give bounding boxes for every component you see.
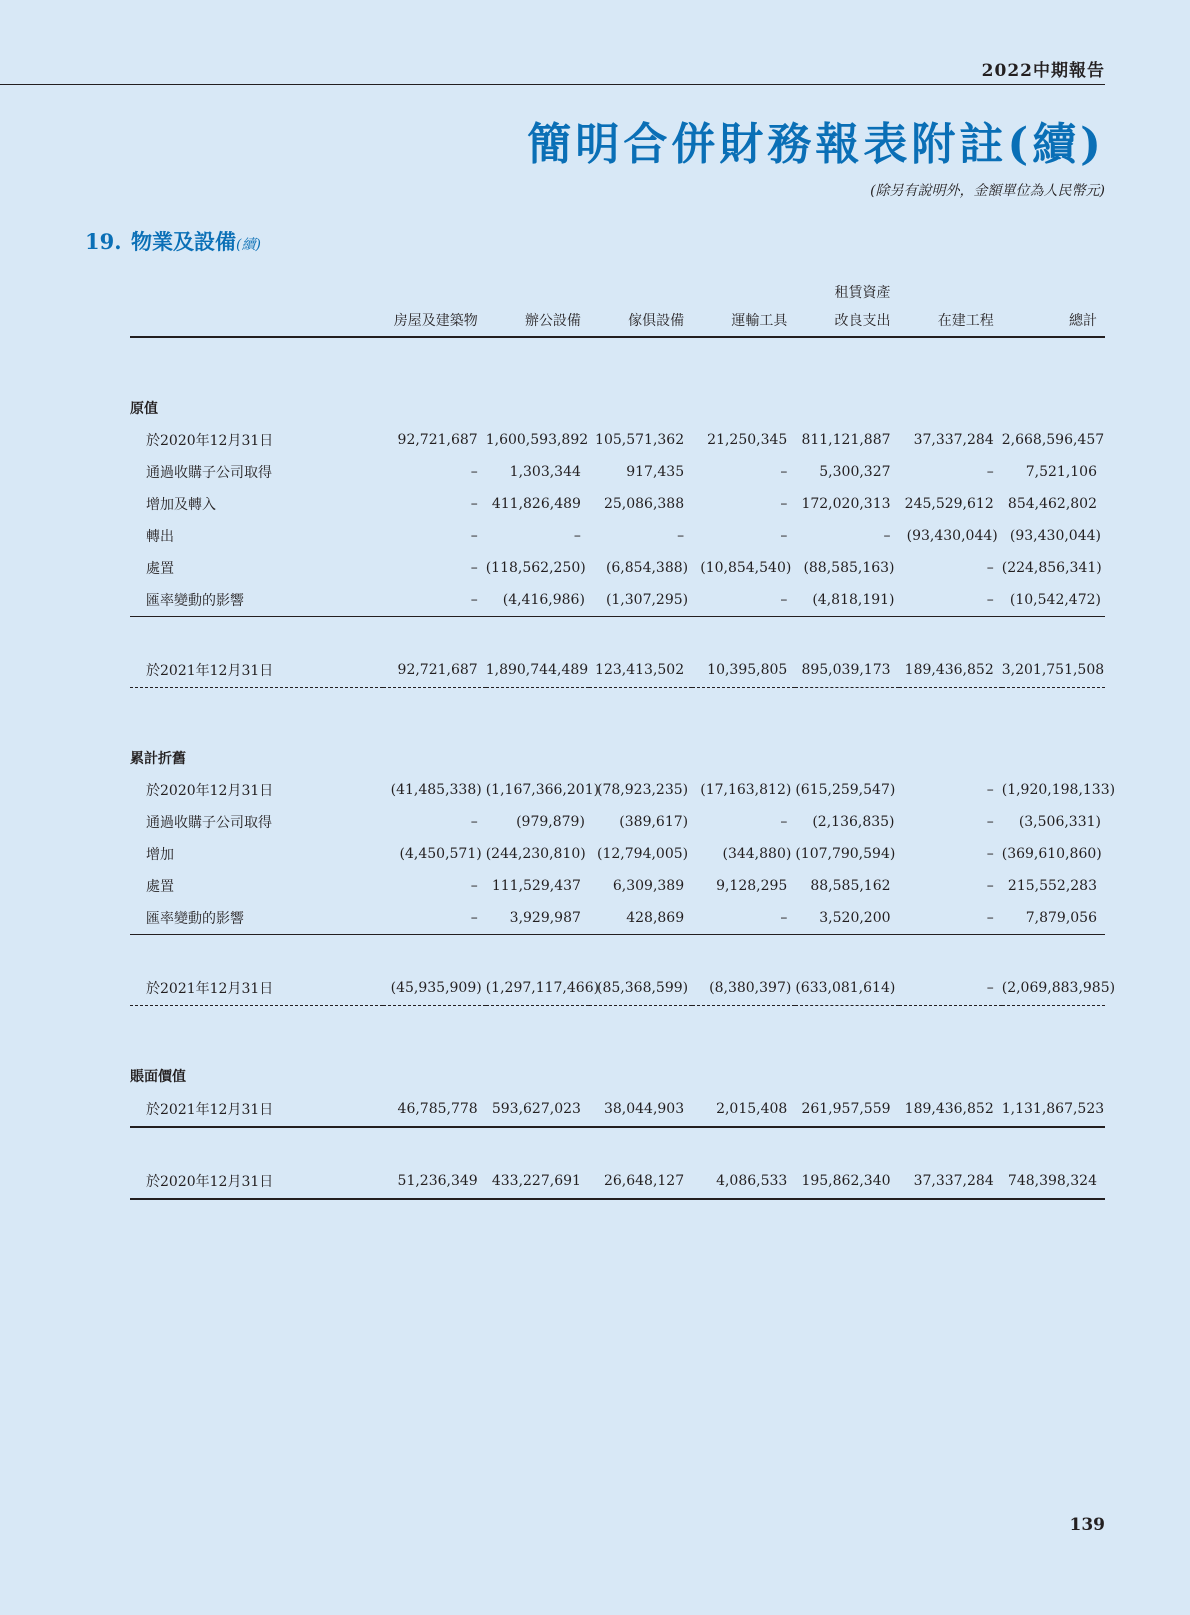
value-cell: (615,259,547) [795,782,896,798]
value-cell: 105,571,362 [595,432,685,448]
value-cell: – [470,560,478,576]
value-cell: – [899,971,1002,1006]
row-label: 於2021年12月31日 [130,1092,383,1127]
value-cell: (4,818,191) [795,584,898,617]
value-cell: 2,668,596,457 [1001,432,1105,448]
value-cell: 25,086,388 [603,496,685,512]
value-cell: – [470,496,478,512]
header-top-cell [589,270,692,302]
property-equipment-table [130,270,1116,1200]
column-header: 房屋及建築物 [383,302,486,337]
value-cell: 88,585,162 [810,878,891,894]
value-cell: 111,529,437 [491,878,581,894]
value-cell: 46,785,778 [383,1092,486,1127]
value-cell: 5,300,327 [819,464,891,480]
value-cell: – [383,584,486,617]
value-cell: 854,462,802 [1007,496,1097,512]
section-heading [85,226,261,256]
value-cell: 593,627,023 [486,1092,589,1127]
total-row [130,653,1105,688]
value-cell: (1,297,117,466) [486,971,589,1006]
value-cell: 917,435 [626,464,685,480]
value-cell: 26,648,127 [589,1164,692,1199]
value-cell: – [986,846,994,862]
carrying-row-2020 [130,1164,1105,1199]
table-row [130,584,1105,617]
value-cell: – [677,528,685,544]
value-cell: – [692,584,795,617]
table-row [130,488,1105,520]
value-cell: (2,136,835) [812,814,895,830]
value-cell: (88,585,163) [803,560,895,576]
header-top-cell [383,270,486,302]
value-cell: 123,413,502 [589,653,692,688]
header-top-cell [486,270,589,302]
value-cell: (2,069,883,985) [1002,971,1105,1006]
value-cell: (10,854,540) [700,560,792,576]
header-row [130,302,1105,337]
value-cell: 6,309,389 [612,878,685,894]
value-cell: (12,794,005) [597,846,689,862]
table-row [130,870,1105,902]
row-label: 於2020年12月31日 [130,1164,383,1199]
column-header: 在建工程 [899,302,1002,337]
value-cell: (17,163,812) [700,782,792,798]
column-header: 傢俱設備 [589,302,692,337]
value-cell: – [692,902,795,935]
value-cell: 245,529,612 [904,496,994,512]
column-header: 總計 [1002,302,1105,337]
value-cell: (3,506,331) [1018,814,1101,830]
table-row [130,774,1105,806]
value-cell: 811,121,887 [801,432,891,448]
row-label: 匯率變動的影響 [130,584,383,617]
value-cell: 428,869 [589,902,692,935]
value-cell: (8,380,397) [692,971,795,1006]
value-cell: – [780,496,788,512]
value-cell: (1,307,295) [589,584,692,617]
value-cell: (224,856,341) [1001,560,1102,576]
value-cell: (107,790,594) [795,846,896,862]
unit-note: (除另有說明外，金額單位為人民幣元) [870,183,1105,199]
value-cell: 92,721,687 [397,432,478,448]
header-row-top [130,270,1105,302]
row-label: 增加及轉入 [146,497,216,513]
table-row [130,902,1105,935]
value-cell: – [780,814,788,830]
row-label: 通過收購子公司取得 [146,815,272,831]
section-continued: (續) [236,237,261,253]
value-cell: 189,436,852 [899,653,1002,688]
value-cell: (85,368,599) [589,971,692,1006]
value-cell: 51,236,349 [383,1164,486,1199]
total-row [130,971,1105,1006]
value-cell: 7,879,056 [1002,902,1105,935]
column-header: 運輸工具 [692,302,795,337]
value-cell: (6,854,388) [605,560,689,576]
value-cell: 4,086,533 [692,1164,795,1199]
table-row [130,520,1105,552]
value-cell: 10,395,805 [692,653,795,688]
value-cell: (45,935,909) [383,971,486,1006]
row-label: 於2021年12月31日 [130,653,383,688]
page-title: 簡明合併財務報表附註(續) [527,119,1105,170]
section-number: 19. [85,229,122,254]
value-cell: 1,303,344 [509,464,581,480]
section-title: 物業及設備 [131,229,236,254]
value-cell: 1,131,867,523 [1002,1092,1105,1127]
report-title: 2022中期報告 [981,61,1105,81]
value-cell: 3,520,200 [795,902,898,935]
value-cell: 172,020,313 [801,496,891,512]
column-header: 辦公設備 [486,302,589,337]
value-cell: – [383,902,486,935]
value-cell: 3,929,987 [486,902,589,935]
value-cell: 895,039,173 [795,653,898,688]
value-cell: 3,201,751,508 [1002,653,1105,688]
value-cell: – [780,528,788,544]
value-cell: 1,600,593,892 [485,432,589,448]
value-cell: (93,430,044) [1009,528,1101,544]
value-cell: (244,230,810) [485,846,586,862]
header-top-cell [692,270,795,302]
value-cell: (344,880) [722,846,792,862]
value-cell: (10,542,472) [1002,584,1105,617]
carrying-row-2021 [130,1092,1105,1127]
column-header: 改良支出 [795,302,898,337]
value-cell: 37,337,284 [899,1164,1002,1199]
section-label-depreciation: 累計折舊 [130,751,186,767]
value-cell: 748,398,324 [1002,1164,1105,1199]
value-cell: 92,721,687 [383,653,486,688]
value-cell: – [986,782,994,798]
value-cell: – [986,560,994,576]
row-label: 於2020年12月31日 [146,433,274,449]
value-cell: – [573,528,581,544]
value-cell: – [986,878,994,894]
value-cell: – [470,464,478,480]
section-label-cost: 原值 [130,401,158,417]
value-cell: 411,826,489 [491,496,581,512]
value-cell: 2,015,408 [692,1092,795,1127]
row-label: 匯率變動的影響 [130,902,383,935]
row-label: 於2021年12月31日 [130,971,383,1006]
page-number: 139 [1069,1515,1105,1535]
header-rule [0,84,1105,85]
value-cell: 37,337,284 [913,432,994,448]
value-cell: 195,862,340 [795,1164,898,1199]
header-top-cell [899,270,1002,302]
value-cell: – [780,464,788,480]
value-cell: (78,923,235) [597,782,689,798]
value-cell: (93,430,044) [906,528,998,544]
value-cell: 7,521,106 [1025,464,1097,480]
table-row [130,456,1105,488]
table-row [130,552,1105,584]
value-cell: 9,128,295 [716,878,788,894]
value-cell: (1,920,198,133) [1001,782,1116,798]
value-cell: (369,610,860) [1001,846,1102,862]
header-top-cell [1002,270,1105,302]
value-cell: 38,044,903 [589,1092,692,1127]
value-cell: – [470,878,478,894]
value-cell: 215,552,283 [1007,878,1097,894]
value-cell: (389,617) [619,814,689,830]
value-cell: (41,485,338) [390,782,482,798]
value-cell: – [986,814,994,830]
value-cell: – [470,528,478,544]
row-label: 增加 [146,847,174,863]
value-cell: (979,879) [516,814,585,830]
row-label: 通過收購子公司取得 [146,465,272,481]
value-cell: 189,436,852 [899,1092,1002,1127]
value-cell: (633,081,614) [795,971,898,1006]
value-cell: (1,167,366,201) [485,782,600,798]
value-cell: – [899,584,1002,617]
value-cell: – [883,528,891,544]
row-label: 處置 [146,561,174,577]
row-label: 轉出 [146,529,174,545]
section-label-carrying-amount: 賬面價值 [130,1069,186,1085]
value-cell: 261,957,559 [795,1092,898,1127]
value-cell: (4,416,986) [486,584,589,617]
value-cell: – [986,464,994,480]
value-cell: – [899,902,1002,935]
value-cell: (118,562,250) [485,560,586,576]
value-cell: (4,450,571) [399,846,482,862]
value-cell: 1,890,744,489 [486,653,589,688]
value-cell: 433,227,691 [486,1164,589,1199]
row-label: 處置 [146,879,174,895]
row-label: 於2020年12月31日 [146,783,274,799]
value-cell: 21,250,345 [707,432,788,448]
table-row [130,806,1105,838]
header-top-cell: 租賃資產 [834,285,891,301]
value-cell: – [470,814,478,830]
table-row [130,838,1105,870]
table-row [130,424,1105,456]
